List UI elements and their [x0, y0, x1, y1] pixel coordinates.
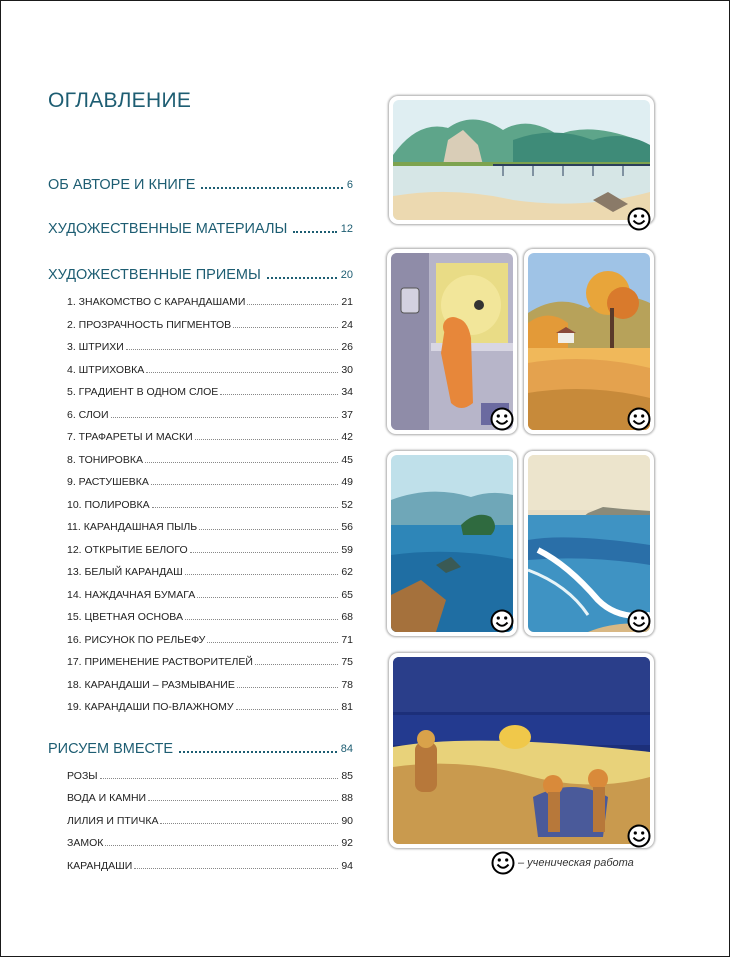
smiley-icon	[627, 824, 651, 848]
dot-leader	[151, 484, 338, 485]
item-label: 5. ГРАДИЕНТ В ОДНОМ СЛОЕ	[67, 386, 219, 398]
toc-item[interactable]	[67, 517, 353, 533]
item-page: 90	[341, 815, 353, 827]
dot-leader	[197, 597, 338, 598]
item-page: 71	[341, 634, 353, 646]
toc-item[interactable]	[67, 585, 353, 601]
toc-item[interactable]	[67, 811, 353, 827]
item-page: 85	[341, 770, 353, 782]
item-page: 94	[341, 860, 353, 872]
item-label: 15. ЦВЕТНАЯ ОСНОВА	[67, 611, 183, 623]
toc-item[interactable]	[67, 652, 353, 668]
section-label: ХУДОЖЕСТВЕННЫЕ МАТЕРИАЛЫ	[48, 221, 288, 237]
item-page: 75	[341, 656, 353, 668]
item-label: 14. НАЖДАЧНАЯ БУМАГА	[67, 589, 196, 601]
dot-leader	[160, 823, 338, 824]
toc-item[interactable]	[67, 427, 353, 443]
toc-item[interactable]	[67, 788, 353, 804]
item-page: 42	[341, 431, 353, 443]
dot-leader	[179, 751, 337, 753]
item-page: 56	[341, 521, 353, 533]
toc-item[interactable]	[67, 630, 353, 646]
item-label: 6. СЛОИ	[67, 409, 109, 421]
smiley-icon	[491, 851, 515, 875]
item-label: 1. ЗНАКОМСТВО С КАРАНДАШАМИ	[67, 296, 246, 308]
item-label: РОЗЫ	[67, 770, 98, 782]
smiley-icon	[627, 207, 651, 231]
item-label: 13. БЕЛЫЙ КАРАНДАШ	[67, 566, 183, 578]
illustration-night-shore	[389, 653, 654, 848]
legend	[491, 851, 634, 875]
dot-leader	[146, 372, 338, 373]
item-label: 17. ПРИМЕНЕНИЕ РАСТВОРИТЕЛЕЙ	[67, 656, 253, 668]
dot-leader	[237, 687, 338, 688]
item-page: 88	[341, 792, 353, 804]
item-page: 24	[341, 319, 353, 331]
toc-item[interactable]	[67, 292, 353, 308]
dot-leader	[148, 800, 338, 801]
item-page: 78	[341, 679, 353, 691]
item-page: 45	[341, 454, 353, 466]
item-page: 81	[341, 701, 353, 713]
dot-leader	[126, 349, 339, 350]
item-label: 12. ОТКРЫТИЕ БЕЛОГО	[67, 544, 188, 556]
toc-item[interactable]	[67, 766, 353, 782]
landscape-bridge-painting	[393, 100, 650, 220]
section-label: ХУДОЖЕСТВЕННЫЕ ПРИЕМЫ	[48, 267, 261, 283]
cat-window-painting	[391, 253, 513, 430]
legend-text: – ученическая работа	[518, 857, 634, 869]
toc-item[interactable]	[67, 360, 353, 376]
item-label: 2. ПРОЗРАЧНОСТЬ ПИГМЕНТОВ	[67, 319, 232, 331]
dot-leader	[247, 304, 338, 305]
toc-section-materials[interactable]	[48, 217, 353, 237]
toc-item[interactable]	[67, 675, 353, 691]
dot-leader	[100, 778, 339, 779]
illustration-autumn-lake	[524, 249, 654, 434]
item-label: 10. ПОЛИРОВКА	[67, 499, 150, 511]
section-page: 6	[346, 179, 353, 191]
item-page: 49	[341, 476, 353, 488]
item-label: 19. КАРАНДАШИ ПО-ВЛАЖНОМУ	[67, 701, 234, 713]
toc-item[interactable]	[67, 405, 353, 421]
item-label: КАРАНДАШИ	[67, 860, 133, 872]
smiley-icon	[627, 407, 651, 431]
item-label: 8. ТОНИРОВКА	[67, 454, 143, 466]
dot-leader	[199, 529, 338, 530]
smiley-icon	[490, 609, 514, 633]
dot-leader	[207, 642, 338, 643]
item-label: ЛИЛИЯ И ПТИЧКА	[67, 815, 159, 827]
toc-item[interactable]	[67, 382, 353, 398]
dot-leader	[255, 664, 338, 665]
item-page: 37	[341, 409, 353, 421]
toc-item[interactable]	[67, 562, 353, 578]
section-label: ОБ АВТОРЕ И КНИГЕ	[48, 177, 196, 193]
dot-leader	[267, 277, 337, 279]
autumn-lake-painting	[528, 253, 650, 430]
item-label: 9. РАСТУШЕВКА	[67, 476, 149, 488]
illustration-sea-waves	[524, 451, 654, 636]
item-label: 18. КАРАНДАШИ – РАЗМЫВАНИЕ	[67, 679, 235, 691]
dot-leader	[220, 394, 338, 395]
toc-item[interactable]	[67, 833, 353, 849]
toc-item[interactable]	[67, 450, 353, 466]
dot-leader	[233, 327, 338, 328]
toc-section-techniques[interactable]	[48, 263, 353, 283]
toc-section-about[interactable]	[48, 173, 353, 193]
section-page: 20	[340, 269, 353, 281]
section-label: РИСУЕМ ВМЕСТЕ	[48, 741, 174, 757]
item-page: 34	[341, 386, 353, 398]
item-page: 21	[341, 296, 353, 308]
item-page: 52	[341, 499, 353, 511]
dot-leader	[201, 187, 343, 189]
dot-leader	[185, 619, 338, 620]
dot-leader	[195, 439, 339, 440]
page-title: ОГЛАВЛЕНИЕ	[48, 89, 192, 112]
illustration-island-lake	[387, 451, 517, 636]
item-label: ЗАМОК	[67, 837, 104, 849]
illustration-cat-window	[387, 249, 517, 434]
dot-leader	[293, 231, 336, 233]
item-label: ВОДА И КАМНИ	[67, 792, 147, 804]
toc-item[interactable]	[67, 472, 353, 488]
island-lake-painting	[391, 455, 513, 632]
dot-leader	[152, 507, 339, 508]
item-page: 59	[341, 544, 353, 556]
item-page: 30	[341, 364, 353, 376]
toc-item[interactable]	[67, 315, 353, 331]
item-page: 62	[341, 566, 353, 578]
illustration-landscape-bridge	[389, 96, 654, 224]
toc-item[interactable]	[67, 697, 353, 713]
toc-item[interactable]	[67, 540, 353, 556]
item-label: 3. ШТРИХИ	[67, 341, 124, 353]
item-page: 68	[341, 611, 353, 623]
dot-leader	[190, 552, 339, 553]
item-label: 11. КАРАНДАШНАЯ ПЫЛЬ	[67, 521, 198, 533]
item-label: 7. ТРАФАРЕТЫ И МАСКИ	[67, 431, 193, 443]
smiley-icon	[490, 407, 514, 431]
toc-item[interactable]	[67, 495, 353, 511]
item-page: 65	[341, 589, 353, 601]
item-page: 92	[341, 837, 353, 849]
sea-waves-painting	[528, 455, 650, 632]
toc-item[interactable]	[67, 856, 353, 872]
section-page: 84	[340, 743, 353, 755]
section-page: 12	[340, 223, 353, 235]
dot-leader	[236, 709, 339, 710]
dot-leader	[111, 417, 339, 418]
dot-leader	[145, 462, 338, 463]
dot-leader	[134, 868, 338, 869]
item-page: 26	[341, 341, 353, 353]
night-shore-painting	[393, 657, 650, 844]
smiley-icon	[627, 609, 651, 633]
item-label: 16. РИСУНОК ПО РЕЛЬЕФУ	[67, 634, 206, 646]
dot-leader	[185, 574, 339, 575]
dot-leader	[105, 845, 338, 846]
toc-item[interactable]	[67, 337, 353, 353]
toc-item[interactable]	[67, 607, 353, 623]
item-label: 4. ШТРИХОВКА	[67, 364, 145, 376]
toc-section-draw-together[interactable]	[48, 737, 353, 757]
